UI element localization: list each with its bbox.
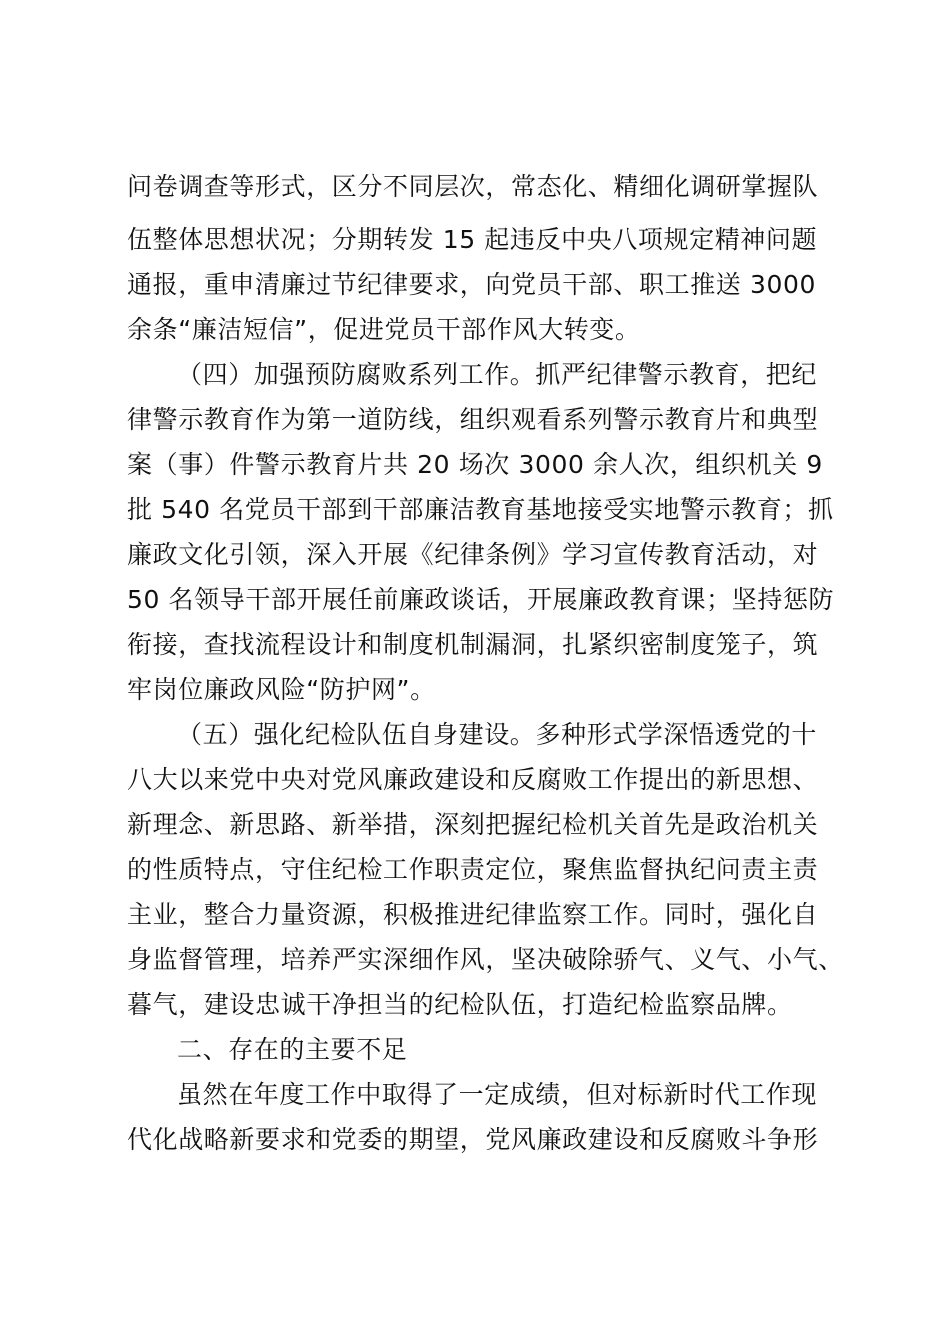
text-line: 衔接，查找流程设计和制度机制漏洞，扎紧织密制度笼子，筑: [127, 630, 819, 659]
section-heading: 二、存在的主要不足: [177, 1035, 408, 1064]
text-line: 50 名领导干部开展任前廉政谈话，开展廉政教育课；坚持惩防: [127, 585, 835, 614]
text-line: 的性质特点，守住纪检工作职责定位，聚焦监督执纪问责主责: [127, 855, 819, 884]
text-line: 八大以来党中央对党风廉政建设和反腐败工作提出的新思想、: [127, 765, 819, 794]
text-line: 案（事）件警示教育片共 20 场次 3000 余人次，组织机关 9: [127, 450, 823, 479]
text-line: 问卷调查等形式，区分不同层次，常态化、精细化调研掌握队: [127, 172, 819, 201]
text-line: 余条“廉洁短信”，促进党员干部作风大转变。: [127, 315, 641, 344]
text-line: 伍整体思想状况；分期转发 15 起违反中央八项规定精神问题: [127, 225, 818, 254]
text-line: 新理念、新思路、新举措，深刻把握纪检机关首先是政治机关: [127, 810, 819, 839]
text-line: 代化战略新要求和党委的期望，党风廉政建设和反腐败斗争形: [127, 1125, 819, 1154]
section-five-heading-line: （五）强化纪检队伍自身建设。多种形式学深悟透党的十: [177, 720, 818, 749]
text-line: 牢岗位廉政风险“防护网”。: [127, 675, 436, 704]
text-line: 廉政文化引领，深入开展《纪律条例》学习宣传教育活动，对: [127, 540, 819, 569]
text-line: 批 540 名党员干部到干部廉洁教育基地接受实地警示教育；抓: [127, 495, 834, 524]
text-line: 暮气，建设忠诚干净担当的纪检队伍，打造纪检监察品牌。: [127, 990, 793, 1019]
text-line: 主业，整合力量资源，积极推进纪律监察工作。同时，强化自: [127, 900, 819, 929]
text-line: 律警示教育作为第一道防线，组织观看系列警示教育片和典型: [127, 405, 819, 434]
text-line: 虽然在年度工作中取得了一定成绩，但对标新时代工作现: [177, 1080, 818, 1109]
section-four-heading-line: （四）加强预防腐败系列工作。抓严纪律警示教育，把纪: [177, 360, 818, 389]
text-line: 身监督管理，培养严实深细作风，坚决破除骄气、义气、小气、: [127, 945, 844, 974]
text-line: 通报，重申清廉过节纪律要求，向党员干部、职工推送 3000: [127, 270, 816, 299]
